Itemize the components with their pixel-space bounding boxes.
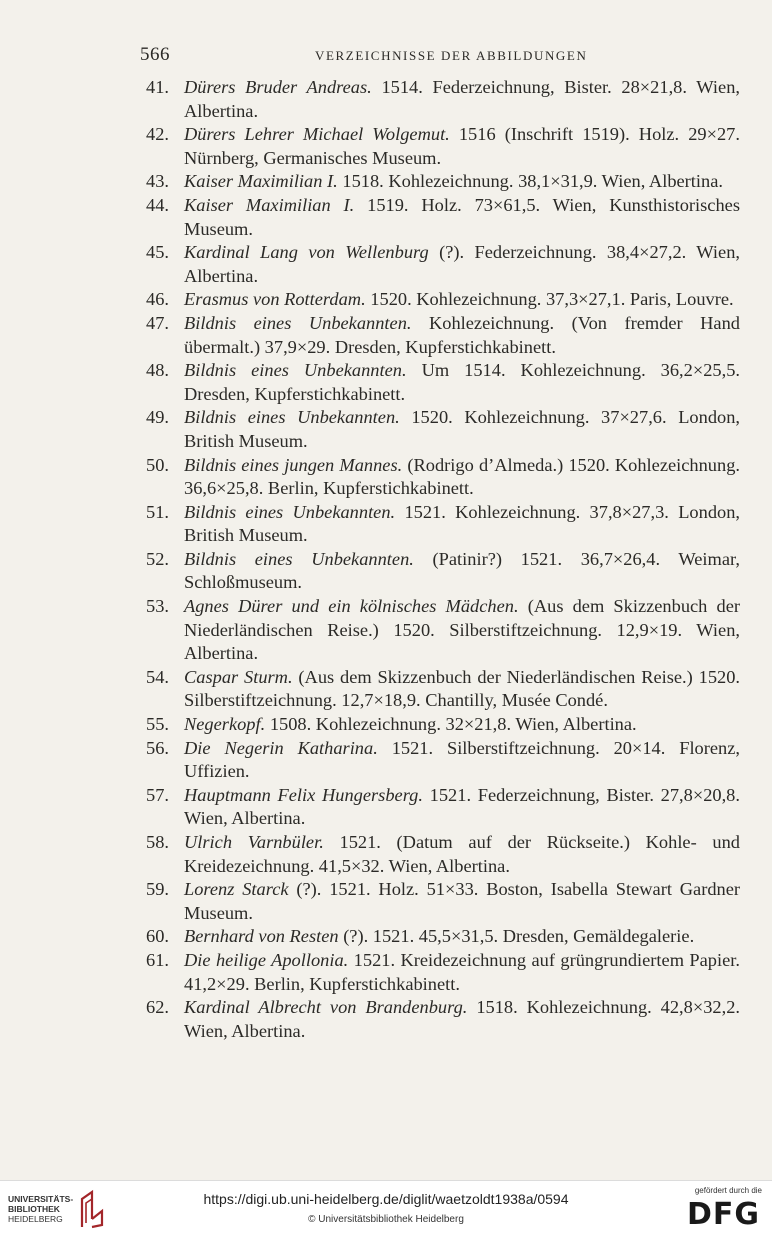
list-item bbox=[146, 595, 740, 666]
library-name-line: BIBLIOTHEK bbox=[8, 1204, 60, 1214]
entry-title: Lorenz Starck bbox=[184, 879, 289, 900]
entry-number: 51. bbox=[146, 501, 169, 522]
entry-title: Kaiser Maximilian I. bbox=[184, 194, 355, 215]
entry-number: 60. bbox=[146, 926, 169, 947]
entry-details: 1521. Kohlezeichnung. 37,8×27,3. London, British Museum. bbox=[184, 501, 741, 546]
list-item bbox=[146, 666, 740, 713]
entry-title: Bildnis eines Unbekannten. bbox=[184, 360, 407, 381]
list-item bbox=[146, 878, 740, 925]
list-item bbox=[146, 312, 740, 359]
entry-title: Kardinal Lang von Wellenburg bbox=[184, 242, 429, 263]
entry-number: 56. bbox=[146, 737, 169, 758]
entry-number: 49. bbox=[146, 407, 169, 428]
entry-details: 1518. Kohlezeichnung. 42,8×32,2. Wien, Albertina. bbox=[184, 997, 740, 1041]
entry-title: Bildnis eines Unbekannten. bbox=[184, 312, 412, 333]
illustration-list bbox=[146, 76, 740, 1043]
entry-title: Hauptmann Felix Hungersberg. bbox=[184, 784, 423, 805]
list-item bbox=[146, 996, 740, 1043]
entry-number: 61. bbox=[146, 949, 169, 970]
entry-title: Dürers Bruder Andreas. bbox=[184, 77, 372, 97]
entry-number: 52. bbox=[146, 548, 169, 569]
dfg-logo: DFG bbox=[686, 1197, 760, 1232]
list-item bbox=[146, 76, 740, 123]
entry-number: 57. bbox=[146, 784, 169, 805]
entry-details: 1516 (Inschrift 1519). Holz. 29×27. Nürnberg, Germanisches Museum. bbox=[184, 124, 740, 168]
entry-details: 1521. Federzeichnung, Bister. 27,8×20,8. Wien, Albertina. bbox=[184, 784, 740, 829]
entry-details: 1514. Federzeichnung, Bister. 28×21,8. Wien, Albertina. bbox=[184, 77, 740, 121]
library-name-line: UNIVERSITÄTS- bbox=[8, 1194, 74, 1204]
entry-number: 41. bbox=[146, 77, 169, 97]
entry-number: 48. bbox=[146, 360, 169, 381]
entry-number: 54. bbox=[146, 666, 169, 687]
funder-label: gefördert durch die bbox=[694, 1186, 762, 1195]
entry-details: (?). 1521. 45,5×31,5. Dresden, Gemäldegalerie. bbox=[343, 926, 695, 947]
list-item bbox=[146, 949, 740, 996]
entry-number: 42. bbox=[146, 124, 169, 145]
entry-details: 1519. Holz. 73×61,5. Wien, Kunsthistorisches Museum. bbox=[184, 194, 740, 239]
list-item bbox=[146, 194, 740, 241]
list-item bbox=[146, 784, 740, 831]
entry-details: (Aus dem Skizzenbuch der Niederländischen Reise.) 1520. Silberstiftzeichnung. 12,7×18,9. Chantilly, Musée Condé. bbox=[184, 666, 741, 711]
entry-number: 53. bbox=[146, 596, 169, 617]
list-item bbox=[146, 359, 740, 406]
entry-title: Negerkopf. bbox=[184, 714, 266, 735]
entry-title: Agnes Dürer und ein kölnisches Mädchen. bbox=[184, 596, 519, 617]
entry-title: Bildnis eines Unbekannten. bbox=[184, 548, 414, 569]
entry-details: (?). Federzeichnung. 38,4×27,2. Wien, Albertina. bbox=[184, 242, 740, 286]
list-item bbox=[146, 241, 740, 288]
page-number: 566 bbox=[140, 44, 170, 65]
entry-title: Erasmus von Rotterdam. bbox=[184, 289, 366, 310]
list-item bbox=[146, 831, 740, 878]
entry-number: 62. bbox=[146, 997, 169, 1018]
entry-details: Kohlezeichnung. (Von fremder Hand übermalt.) 37,9×29. Dresden, Kupferstichkabinett. bbox=[184, 312, 740, 357]
entry-number: 59. bbox=[146, 879, 169, 900]
entry-details: Um 1514. Kohlezeichnung. 36,2×25,5. Dresden, Kupferstichkabinett. bbox=[184, 360, 740, 404]
list-item bbox=[146, 406, 740, 453]
entry-details: (Patinir?) 1521. 36,7×26,4. Weimar, Schloßmuseum. bbox=[184, 548, 740, 593]
entry-details: 1518. Kohlezeichnung. 38,1×31,9. Wien, Albertina. bbox=[342, 171, 723, 192]
entry-title: Die heilige Apollonia. bbox=[184, 949, 349, 970]
entry-title: Kardinal Albrecht von Brandenburg. bbox=[184, 997, 468, 1018]
entry-number: 58. bbox=[146, 832, 169, 852]
running-title: VERZEICHNISSE DER ABBILDUNGEN bbox=[315, 48, 588, 63]
entry-title: Caspar Sturm. bbox=[184, 666, 293, 687]
entry-details: (?). 1521. Holz. 51×33. Boston, Isabella Stewart Gardner Museum. bbox=[184, 879, 740, 923]
entry-number: 47. bbox=[146, 312, 169, 333]
list-item bbox=[146, 925, 740, 949]
copyright-notice: © Universitätsbibliothek Heidelberg bbox=[308, 1214, 464, 1225]
list-item bbox=[146, 454, 740, 501]
list-item bbox=[146, 713, 740, 737]
list-item bbox=[146, 288, 740, 312]
entry-details: (Rodrigo d’Almeda.) 1520. Kohlezeichnung. 36,6×25,8. Berlin, Kupferstichkabinett. bbox=[184, 454, 740, 499]
entry-number: 46. bbox=[146, 289, 169, 310]
footer-bar bbox=[0, 1180, 772, 1235]
entry-number: 45. bbox=[146, 242, 169, 263]
entry-title: Ulrich Varnbüler. bbox=[184, 832, 324, 852]
list-item bbox=[146, 170, 740, 194]
entry-title: Bildnis eines Unbekannten. bbox=[184, 501, 396, 522]
entry-details: (Aus dem Skizzenbuch der Niederländischen Reise.) 1520. Silberstiftzeichnung. 12,9×19. Wien, Albertina. bbox=[184, 596, 740, 664]
entry-details: 1520. Kohlezeichnung. 37,3×27,1. Paris, Louvre. bbox=[370, 289, 734, 310]
entry-details: 1508. Kohlezeichnung. 32×21,8. Wien, Albertina. bbox=[269, 714, 637, 735]
library-name-line: HEIDELBERG bbox=[8, 1214, 63, 1224]
entry-number: 55. bbox=[146, 714, 169, 735]
entry-title: Kaiser Maximilian I. bbox=[184, 171, 338, 192]
entry-number: 50. bbox=[146, 454, 169, 475]
entry-title: Bildnis eines Unbekannten. bbox=[184, 407, 400, 428]
source-url-link[interactable]: https://digi.ub.uni-heidelberg.de/diglit/waetzoldt1938a/0594 bbox=[203, 1191, 569, 1207]
list-item bbox=[146, 123, 740, 170]
entry-title: Bildnis eines jungen Mannes. bbox=[184, 454, 403, 475]
entry-title: Die Negerin Katharina. bbox=[184, 737, 378, 758]
list-item bbox=[146, 737, 740, 784]
entry-details: 1521. Silberstiftzeichnung. 20×14. Florenz, Uffizien. bbox=[184, 737, 740, 782]
entry-title: Bernhard von Resten bbox=[184, 926, 339, 947]
entry-details: 1521. Kreidezeichnung auf grüngrundiertem Papier. 41,2×29. Berlin, Kupferstichkabinett. bbox=[184, 949, 740, 994]
entry-number: 43. bbox=[146, 171, 169, 192]
entry-title: Dürers Lehrer Michael Wolgemut. bbox=[184, 124, 450, 145]
entry-details: 1520. Kohlezeichnung. 37×27,6. London, British Museum. bbox=[184, 407, 740, 451]
list-item bbox=[146, 548, 740, 595]
list-item bbox=[146, 501, 740, 548]
entry-details: 1521. (Datum auf der Rückseite.) Kohle- und Kreidezeichnung. 41,5×32. Wien, Albertina. bbox=[184, 832, 740, 876]
page-header bbox=[140, 44, 740, 68]
entry-number: 44. bbox=[146, 194, 169, 215]
